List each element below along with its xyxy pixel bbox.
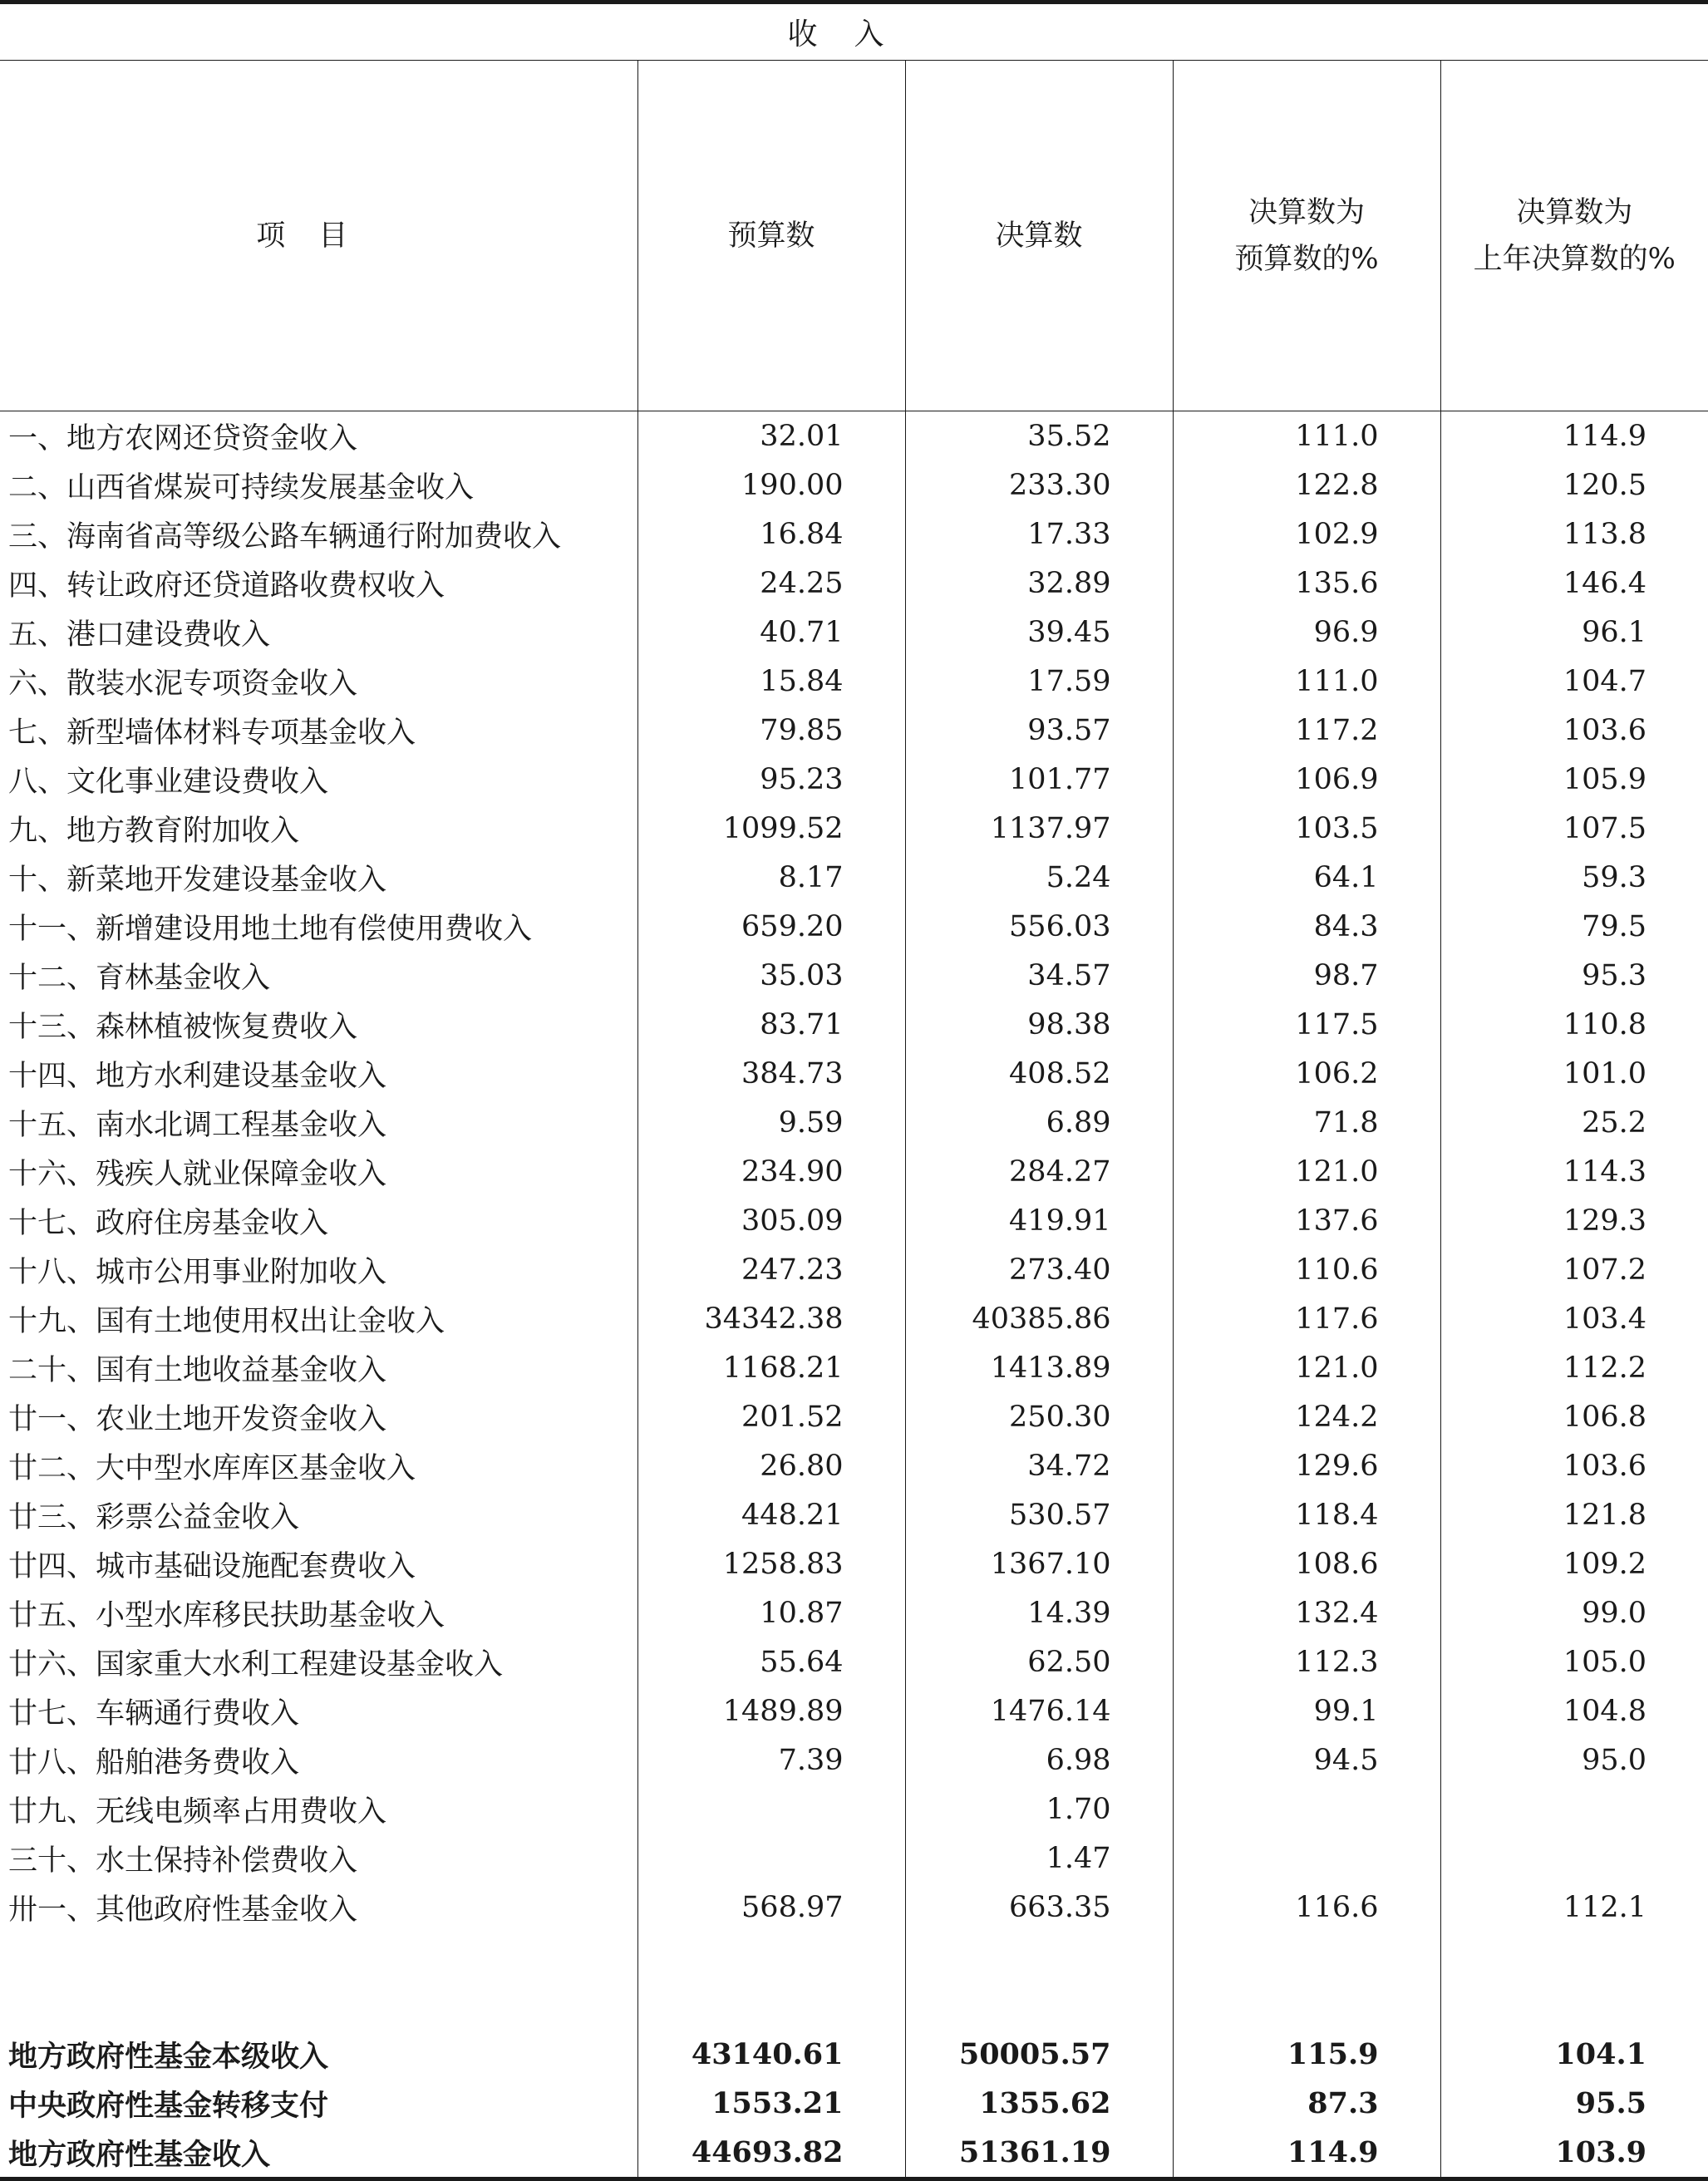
cell-final: 1355.62: [905, 2079, 1173, 2128]
cell-budget: 43140.61: [637, 2030, 905, 2079]
cell-pct-prev: 109.2: [1440, 1539, 1708, 1588]
cell-pct-budget: 108.6: [1173, 1539, 1440, 1588]
cell-final: 1.47: [905, 1834, 1173, 1883]
cell-final: 1476.14: [905, 1686, 1173, 1735]
cell-pct-prev: 104.8: [1440, 1686, 1708, 1735]
cell-final: 530.57: [905, 1490, 1173, 1539]
header-pct-budget: [1173, 61, 1440, 411]
cell-final: 419.91: [905, 1196, 1173, 1245]
cell-pct-prev: 146.4: [1440, 559, 1708, 608]
cell-pct-prev: [1440, 1785, 1708, 1834]
table-row: [0, 608, 1708, 657]
table-row: [0, 1294, 1708, 1343]
cell-pct-prev: 112.1: [1440, 1883, 1708, 1932]
cell-name: 十四、地方水利建设基金收入: [0, 1049, 637, 1098]
cell-name: 地方政府性基金收入: [0, 2128, 637, 2179]
cell-name: 九、地方教育附加收入: [0, 804, 637, 853]
spacer-cell: [1440, 1932, 1708, 2030]
spacer-cell: [637, 1932, 905, 2030]
cell-final: 250.30: [905, 1392, 1173, 1441]
cell-pct-budget: 87.3: [1173, 2079, 1440, 2128]
cell-final: 32.89: [905, 559, 1173, 608]
cell-final: 663.35: [905, 1883, 1173, 1932]
cell-name: 卅一、其他政府性基金收入: [0, 1883, 637, 1932]
cell-name: 二、山西省煤炭可持续发展基金收入: [0, 460, 637, 510]
cell-name: 五、港口建设费收入: [0, 608, 637, 657]
cell-budget: 34342.38: [637, 1294, 905, 1343]
table-row: [0, 1147, 1708, 1196]
cell-pct-prev: 96.1: [1440, 608, 1708, 657]
cell-final: 93.57: [905, 706, 1173, 755]
cell-final: 62.50: [905, 1637, 1173, 1686]
cell-pct-budget: 111.0: [1173, 657, 1440, 706]
cell-name: 廿六、国家重大水利工程建设基金收入: [0, 1637, 637, 1686]
cell-pct-prev: 95.3: [1440, 951, 1708, 1000]
cell-final: 1137.97: [905, 804, 1173, 853]
cell-pct-budget: 111.0: [1173, 411, 1440, 461]
table-row: [0, 1245, 1708, 1294]
cell-pct-prev: 113.8: [1440, 510, 1708, 559]
cell-final: 14.39: [905, 1588, 1173, 1637]
table-row: [0, 460, 1708, 510]
cell-pct-budget: 103.5: [1173, 804, 1440, 853]
cell-pct-budget: 84.3: [1173, 902, 1440, 951]
total-row: [0, 2128, 1708, 2179]
header-pct-prev-line1: 决算数为: [1441, 190, 1708, 236]
table-row: [0, 1441, 1708, 1490]
cell-name: 廿七、车辆通行费收入: [0, 1686, 637, 1735]
cell-budget: 1099.52: [637, 804, 905, 853]
cell-final: 40385.86: [905, 1294, 1173, 1343]
cell-pct-prev: 79.5: [1440, 902, 1708, 951]
cell-budget: 1258.83: [637, 1539, 905, 1588]
cell-budget: 16.84: [637, 510, 905, 559]
cell-budget: 7.39: [637, 1735, 905, 1785]
cell-pct-budget: 71.8: [1173, 1098, 1440, 1147]
table-row: [0, 1539, 1708, 1588]
cell-pct-prev: 129.3: [1440, 1196, 1708, 1245]
table-row: [0, 1834, 1708, 1883]
cell-name: 三、海南省高等级公路车辆通行附加费收入: [0, 510, 637, 559]
cell-name: 八、文化事业建设费收入: [0, 755, 637, 804]
cell-name: 廿二、大中型水库库区基金收入: [0, 1441, 637, 1490]
cell-pct-budget: 117.5: [1173, 1000, 1440, 1049]
cell-pct-budget: [1173, 1785, 1440, 1834]
cell-pct-budget: 121.0: [1173, 1147, 1440, 1196]
cell-name: 十七、政府住房基金收入: [0, 1196, 637, 1245]
cell-pct-budget: 116.6: [1173, 1883, 1440, 1932]
table-row: [0, 1000, 1708, 1049]
cell-pct-prev: 121.8: [1440, 1490, 1708, 1539]
cell-name: 地方政府性基金本级收入: [0, 2030, 637, 2079]
header-budget: 预算数: [637, 61, 905, 411]
cell-budget: 190.00: [637, 460, 905, 510]
cell-pct-prev: 106.8: [1440, 1392, 1708, 1441]
cell-pct-budget: 106.2: [1173, 1049, 1440, 1098]
cell-budget: 79.85: [637, 706, 905, 755]
cell-pct-prev: 99.0: [1440, 1588, 1708, 1637]
cell-name: 十九、国有土地使用权出让金收入: [0, 1294, 637, 1343]
cell-name: 十三、森林植被恢复费收入: [0, 1000, 637, 1049]
table-row: [0, 951, 1708, 1000]
title-row: [0, 2, 1708, 61]
table-row: [0, 1883, 1708, 1932]
cell-final: 98.38: [905, 1000, 1173, 1049]
table-row: [0, 657, 1708, 706]
cell-budget: 8.17: [637, 853, 905, 902]
cell-pct-budget: 98.7: [1173, 951, 1440, 1000]
cell-final: 233.30: [905, 460, 1173, 510]
table-row: [0, 853, 1708, 902]
table-title: 收入: [0, 2, 1708, 61]
cell-pct-prev: 104.1: [1440, 2030, 1708, 2079]
cell-name: 六、散装水泥专项资金收入: [0, 657, 637, 706]
cell-pct-prev: 103.6: [1440, 1441, 1708, 1490]
cell-pct-prev: 103.6: [1440, 706, 1708, 755]
cell-pct-prev: 105.0: [1440, 1637, 1708, 1686]
cell-budget: 1168.21: [637, 1343, 905, 1392]
header-pct-budget-line1: 决算数为: [1174, 190, 1440, 236]
cell-pct-budget: 96.9: [1173, 608, 1440, 657]
spacer-cell: [905, 1932, 1173, 2030]
cell-pct-budget: 102.9: [1173, 510, 1440, 559]
cell-pct-budget: 94.5: [1173, 1735, 1440, 1785]
cell-final: 51361.19: [905, 2128, 1173, 2179]
cell-final: 5.24: [905, 853, 1173, 902]
cell-pct-budget: 137.6: [1173, 1196, 1440, 1245]
cell-pct-budget: 99.1: [1173, 1686, 1440, 1735]
cell-final: 101.77: [905, 755, 1173, 804]
header-pct-budget-line2: 预算数的%: [1174, 236, 1440, 283]
table-row: [0, 1785, 1708, 1834]
total-row: [0, 2030, 1708, 2079]
table-row: [0, 755, 1708, 804]
cell-pct-budget: 110.6: [1173, 1245, 1440, 1294]
cell-pct-prev: 101.0: [1440, 1049, 1708, 1098]
cell-final: 17.33: [905, 510, 1173, 559]
header-row: [0, 61, 1708, 411]
cell-pct-prev: 114.9: [1440, 411, 1708, 461]
cell-name: 廿一、农业土地开发资金收入: [0, 1392, 637, 1441]
cell-budget: 568.97: [637, 1883, 905, 1932]
cell-pct-budget: 129.6: [1173, 1441, 1440, 1490]
cell-budget: 9.59: [637, 1098, 905, 1147]
table-row: [0, 1098, 1708, 1147]
table-row: [0, 706, 1708, 755]
cell-budget: 10.87: [637, 1588, 905, 1637]
table-row: [0, 1588, 1708, 1637]
cell-budget: 55.64: [637, 1637, 905, 1686]
cell-budget: 83.71: [637, 1000, 905, 1049]
cell-pct-budget: 106.9: [1173, 755, 1440, 804]
table-row: [0, 902, 1708, 951]
cell-final: 1367.10: [905, 1539, 1173, 1588]
table-row: [0, 1490, 1708, 1539]
cell-pct-budget: [1173, 1834, 1440, 1883]
cell-name: 廿五、小型水库移民扶助基金收入: [0, 1588, 637, 1637]
cell-name: 一、地方农网还贷资金收入: [0, 411, 637, 461]
table-row: [0, 804, 1708, 853]
cell-pct-prev: 25.2: [1440, 1098, 1708, 1147]
cell-budget: 234.90: [637, 1147, 905, 1196]
cell-pct-prev: 112.2: [1440, 1343, 1708, 1392]
cell-pct-prev: 105.9: [1440, 755, 1708, 804]
cell-pct-budget: 112.3: [1173, 1637, 1440, 1686]
cell-final: 408.52: [905, 1049, 1173, 1098]
cell-pct-prev: 110.8: [1440, 1000, 1708, 1049]
cell-pct-prev: 103.9: [1440, 2128, 1708, 2179]
cell-name: 中央政府性基金转移支付: [0, 2079, 637, 2128]
cell-final: 39.45: [905, 608, 1173, 657]
cell-pct-prev: 95.0: [1440, 1735, 1708, 1785]
cell-pct-budget: 121.0: [1173, 1343, 1440, 1392]
cell-name: 十五、南水北调工程基金收入: [0, 1098, 637, 1147]
table-row: [0, 1049, 1708, 1098]
cell-pct-budget: 132.4: [1173, 1588, 1440, 1637]
cell-pct-prev: 104.7: [1440, 657, 1708, 706]
cell-budget: 201.52: [637, 1392, 905, 1441]
table-row: [0, 411, 1708, 461]
spacer-cell: [1173, 1932, 1440, 2030]
cell-name: 四、转让政府还贷道路收费权收入: [0, 559, 637, 608]
cell-final: 6.98: [905, 1735, 1173, 1785]
cell-name: 廿八、船舶港务费收入: [0, 1735, 637, 1785]
cell-budget: 1489.89: [637, 1686, 905, 1735]
cell-pct-budget: 124.2: [1173, 1392, 1440, 1441]
cell-name: 廿三、彩票公益金收入: [0, 1490, 637, 1539]
cell-budget: 35.03: [637, 951, 905, 1000]
header-pct-prev: [1440, 61, 1708, 411]
cell-budget: [637, 1785, 905, 1834]
cell-name: 十一、新增建设用地土地有偿使用费收入: [0, 902, 637, 951]
cell-name: 廿九、无线电频率占用费收入: [0, 1785, 637, 1834]
cell-budget: 305.09: [637, 1196, 905, 1245]
cell-pct-prev: 114.3: [1440, 1147, 1708, 1196]
cell-final: 556.03: [905, 902, 1173, 951]
spacer-cell: [0, 1932, 637, 2030]
cell-pct-budget: 117.6: [1173, 1294, 1440, 1343]
cell-budget: 448.21: [637, 1490, 905, 1539]
cell-name: 十二、育林基金收入: [0, 951, 637, 1000]
cell-pct-budget: 115.9: [1173, 2030, 1440, 2079]
table-row: [0, 1196, 1708, 1245]
total-row: [0, 2079, 1708, 2128]
cell-budget: 384.73: [637, 1049, 905, 1098]
table-row: [0, 1735, 1708, 1785]
cell-pct-budget: 118.4: [1173, 1490, 1440, 1539]
cell-pct-budget: 64.1: [1173, 853, 1440, 902]
cell-final: 284.27: [905, 1147, 1173, 1196]
cell-pct-budget: 114.9: [1173, 2128, 1440, 2179]
cell-pct-budget: 135.6: [1173, 559, 1440, 608]
table-row: [0, 1392, 1708, 1441]
cell-name: 二十、国有土地收益基金收入: [0, 1343, 637, 1392]
cell-final: 34.72: [905, 1441, 1173, 1490]
cell-pct-budget: 122.8: [1173, 460, 1440, 510]
cell-name: 十六、残疾人就业保障金收入: [0, 1147, 637, 1196]
cell-pct-prev: 59.3: [1440, 853, 1708, 902]
cell-budget: 659.20: [637, 902, 905, 951]
cell-budget: 95.23: [637, 755, 905, 804]
cell-final: 35.52: [905, 411, 1173, 461]
cell-pct-prev: [1440, 1834, 1708, 1883]
spacer-row: [0, 1932, 1708, 2030]
cell-final: 6.89: [905, 1098, 1173, 1147]
cell-name: 七、新型墙体材料专项基金收入: [0, 706, 637, 755]
cell-budget: 40.71: [637, 608, 905, 657]
cell-budget: 32.01: [637, 411, 905, 461]
table-row: [0, 1637, 1708, 1686]
cell-name: 十、新菜地开发建设基金收入: [0, 853, 637, 902]
cell-name: 十八、城市公用事业附加收入: [0, 1245, 637, 1294]
cell-budget: 15.84: [637, 657, 905, 706]
cell-final: 1413.89: [905, 1343, 1173, 1392]
cell-budget: 24.25: [637, 559, 905, 608]
cell-pct-prev: 107.5: [1440, 804, 1708, 853]
cell-pct-prev: 103.4: [1440, 1294, 1708, 1343]
table-row: [0, 559, 1708, 608]
header-item: 项目: [0, 61, 637, 411]
cell-pct-prev: 107.2: [1440, 1245, 1708, 1294]
table-row: [0, 510, 1708, 559]
cell-budget: 44693.82: [637, 2128, 905, 2179]
cell-final: 1.70: [905, 1785, 1173, 1834]
cell-final: 273.40: [905, 1245, 1173, 1294]
cell-final: 34.57: [905, 951, 1173, 1000]
cell-budget: 26.80: [637, 1441, 905, 1490]
header-final: 决算数: [905, 61, 1173, 411]
cell-pct-prev: 120.5: [1440, 460, 1708, 510]
cell-budget: 247.23: [637, 1245, 905, 1294]
table-row: [0, 1343, 1708, 1392]
table-row: [0, 1686, 1708, 1735]
cell-pct-prev: 95.5: [1440, 2079, 1708, 2128]
header-pct-prev-line2: 上年决算数的%: [1441, 236, 1708, 283]
cell-name: 廿四、城市基础设施配套费收入: [0, 1539, 637, 1588]
cell-final: 50005.57: [905, 2030, 1173, 2079]
cell-budget: [637, 1834, 905, 1883]
cell-final: 17.59: [905, 657, 1173, 706]
cell-pct-budget: 117.2: [1173, 706, 1440, 755]
cell-budget: 1553.21: [637, 2079, 905, 2128]
cell-name: 三十、水土保持补偿费收入: [0, 1834, 637, 1883]
